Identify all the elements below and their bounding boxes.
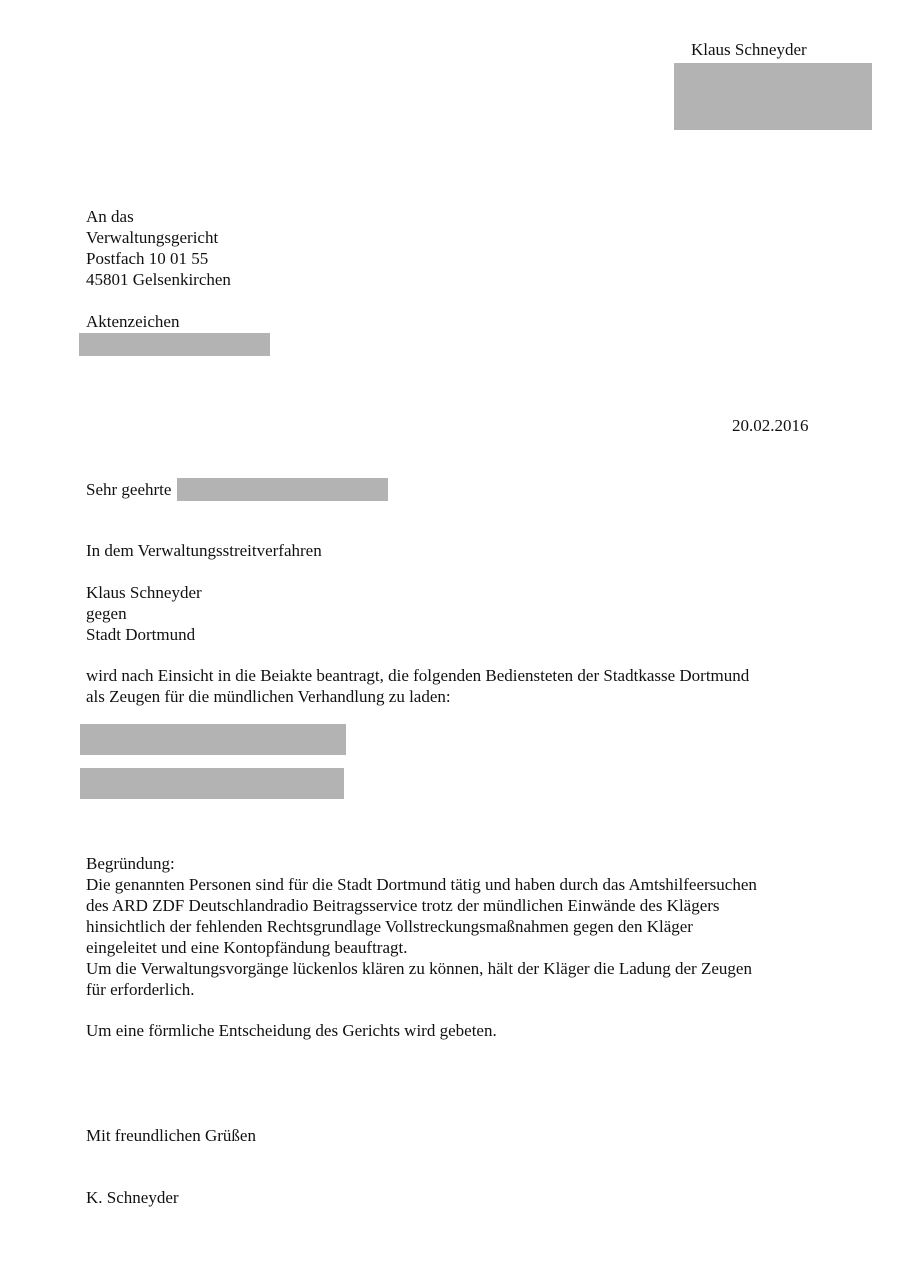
reasoning-section [86, 853, 757, 1000]
closing-request: Um eine förmliche Entscheidung des Gerichts wird gebeten. [86, 1021, 497, 1040]
redacted-witness-2 [80, 768, 344, 799]
reasoning-line: für erforderlich. [86, 980, 195, 999]
request-paragraph [86, 665, 749, 707]
recipient-line: 45801 Gelsenkirchen [86, 270, 231, 289]
redacted-salutation-name [177, 478, 388, 501]
closing-phrase: Mit freundlichen Grüßen [86, 1126, 256, 1145]
letter-date: 20.02.2016 [732, 416, 809, 435]
sender-name: Klaus Schneyder [691, 40, 807, 59]
salutation: Sehr geehrte [86, 480, 172, 499]
reasoning-line: Um die Verwaltungsvorgänge lückenlos klären zu können, hält der Kläger die Ladung der Zeugen [86, 959, 752, 978]
recipient-line: An das [86, 207, 134, 226]
case-intro: In dem Verwaltungsstreitverfahren [86, 541, 322, 560]
reference-label: Aktenzeichen [86, 312, 180, 331]
recipient-address [86, 206, 231, 290]
redacted-witness-1 [80, 724, 346, 755]
reasoning-line: Die genannten Personen sind für die Stadt Dortmund tätig und haben durch das Amtshilfeersuchen [86, 875, 757, 894]
recipient-line: Postfach 10 01 55 [86, 249, 209, 268]
request-line: als Zeugen für die mündlichen Verhandlung zu laden: [86, 687, 451, 706]
party-line: Klaus Schneyder [86, 583, 202, 602]
request-line: wird nach Einsicht in die Beiakte beantragt, die folgenden Bediensteten der Stadtkasse Dortmund [86, 666, 750, 685]
reasoning-line: eingeleitet und eine Kontopfändung beauftragt. [86, 938, 408, 957]
reasoning-line: des ARD ZDF Deutschlandradio Beitragsservice trotz der mündlichen Einwände des Klägers [86, 896, 720, 915]
reasoning-heading: Begründung: [86, 854, 175, 873]
reasoning-line: hinsichtlich der fehlenden Rechtsgrundlage Vollstreckungsmaßnahmen gegen den Kläger [86, 917, 693, 936]
signature: K. Schneyder [86, 1188, 179, 1207]
recipient-line: Verwaltungsgericht [86, 228, 219, 247]
party-line: Stadt Dortmund [86, 625, 196, 644]
party-line: gegen [86, 604, 127, 623]
redacted-sender-address [674, 63, 872, 130]
case-parties [86, 582, 202, 645]
redacted-reference-number [79, 333, 270, 356]
